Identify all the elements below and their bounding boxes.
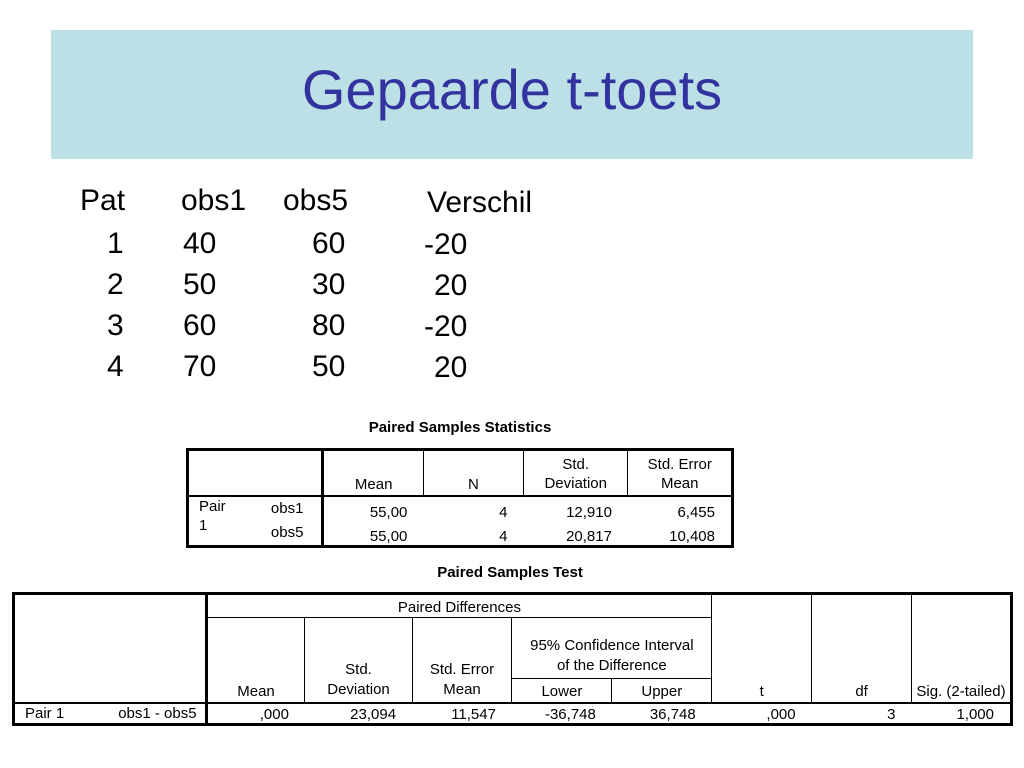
test-header-sd-line1: Std. [345, 660, 372, 678]
stats-pair-label: Pair 1 [199, 497, 226, 534]
stats-row2-n: 4 [423, 521, 523, 546]
test-value-mean: ,000 [206, 703, 305, 725]
row2-obs5: 30 [312, 268, 346, 301]
test-corner-cell [14, 594, 207, 703]
stats-table-caption: Paired Samples Statistics [368, 419, 552, 436]
test-value-sd: 23,094 [305, 703, 412, 725]
test-pair-label: Pair 1 [25, 705, 65, 722]
test-value-df: 3 [812, 703, 912, 725]
stats-header-sd [523, 450, 628, 496]
row1-obs1: 40 [183, 227, 217, 260]
test-header-sd [305, 618, 412, 703]
test-table-caption: Paired Samples Test [437, 564, 583, 581]
stats-row2-sd: 20,817 [523, 521, 628, 546]
stats-corner-cell [188, 450, 323, 496]
test-header-upper: Upper [612, 679, 712, 703]
test-header-t: t [712, 594, 812, 703]
stats-row1-se: 6,455 [628, 496, 733, 521]
test-value-se: 11,547 [412, 703, 512, 725]
row4-pat: 4 [107, 350, 124, 383]
test-header-sd-line2: Deviation [327, 680, 390, 698]
header-obs1: obs1 [181, 184, 247, 217]
stats-header-n: N [423, 450, 523, 496]
row3-obs1: 60 [183, 309, 217, 342]
paired-samples-test-table [12, 592, 1013, 726]
test-value-t: ,000 [712, 703, 812, 725]
row1-verschil: -20 [424, 228, 468, 261]
stats-row1-mean: 55,00 [323, 496, 423, 521]
row3-verschil: -20 [424, 310, 468, 343]
test-header-se [412, 618, 512, 703]
row1-pat: 1 [107, 227, 124, 260]
test-pair-vars: obs1 - obs5 [118, 705, 197, 722]
header-verschil: Verschil [427, 186, 533, 219]
stats-row2-se: 10,408 [628, 521, 733, 546]
row2-pat: 2 [107, 268, 124, 301]
test-ci-header: 95% Confidence Interval of the Difference [512, 618, 712, 679]
row4-obs5: 50 [312, 350, 346, 383]
row3-obs5: 80 [312, 309, 346, 342]
test-header-sig: Sig. (2-tailed) [912, 594, 1012, 703]
test-header-se-line1: Std. Error [429, 660, 495, 678]
paired-samples-statistics-table [186, 448, 734, 548]
test-header-lower: Lower [512, 679, 612, 703]
row3-pat: 3 [107, 309, 124, 342]
test-header-se-line2: Mean [443, 680, 481, 698]
stats-header-sd-line1: Std. [562, 455, 590, 473]
test-value-upper: 36,748 [612, 703, 712, 725]
test-value-sig: 1,000 [912, 703, 1012, 725]
stats-var-names: obs1 obs5 [270, 499, 304, 541]
test-group-header: Paired Differences [206, 594, 712, 618]
row1-obs5: 60 [312, 227, 346, 260]
header-obs5: obs5 [283, 184, 349, 217]
test-pair-label-cell [14, 703, 207, 725]
row2-verschil: 20 [434, 269, 468, 302]
stats-header-se [628, 450, 733, 496]
stats-row1-n: 4 [423, 496, 523, 521]
stats-header-sd-line2: Deviation [544, 474, 607, 492]
stats-header-se-line1: Std. Error [647, 455, 712, 473]
test-header-mean: Mean [237, 682, 275, 700]
row2-obs1: 50 [183, 268, 217, 301]
stats-pair-label-cell [188, 496, 323, 547]
row4-obs1: 70 [183, 350, 217, 383]
header-pat: Pat [80, 184, 126, 217]
test-header-df: df [812, 594, 912, 703]
row4-verschil: 20 [434, 351, 468, 384]
stats-row1-sd: 12,910 [523, 496, 628, 521]
stats-header-se-line2: Mean [660, 474, 699, 492]
stats-header-mean: Mean [323, 450, 423, 496]
slide-title: Gepaarde t-toets [301, 58, 723, 121]
stats-row2-mean: 55,00 [323, 521, 423, 546]
test-value-lower: -36,748 [512, 703, 612, 725]
